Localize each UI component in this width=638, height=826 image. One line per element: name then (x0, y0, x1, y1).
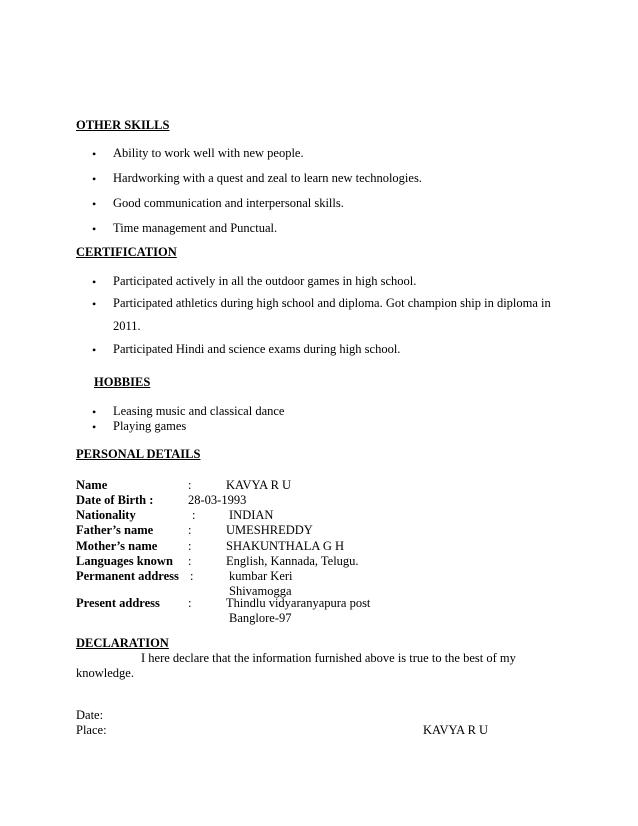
hobby-item: Playing games (113, 419, 187, 433)
present-address-line2: Banglore-97 (229, 611, 292, 625)
present-address-label: Present address (76, 596, 160, 610)
nationality-value: INDIAN (229, 508, 274, 522)
nationality-separator: : (192, 508, 196, 522)
name-separator: : (188, 478, 192, 492)
skill-item: Time management and Punctual. (113, 221, 278, 235)
place-label: Place: (76, 723, 107, 737)
present-address-line1: Thindlu vidyaranyapura post (226, 596, 371, 610)
skill-item: Hardworking with a quest and zeal to learn new technologies. (113, 171, 422, 185)
other-skills-heading: OTHER SKILLS (76, 118, 170, 132)
present-address-separator: : (188, 596, 192, 610)
bullet-icon: • (92, 405, 97, 419)
certification-item: Participated actively in all the outdoor games in high school. (113, 274, 417, 288)
bullet-icon: • (92, 343, 97, 357)
mother-name-label: Mother’s name (76, 539, 158, 553)
mother-name-value: SHAKUNTHALA G H (226, 539, 345, 553)
bullet-icon: • (92, 172, 97, 186)
nationality-label: Nationality (76, 508, 136, 522)
languages-label: Languages known (76, 554, 173, 568)
name-label: Name (76, 478, 108, 492)
personal-details-heading: PERSONAL DETAILS (76, 447, 201, 461)
declaration-line1: I here declare that the information furnished above is true to the best of my (141, 651, 516, 665)
bullet-icon: • (92, 275, 97, 289)
bullet-icon: • (92, 197, 97, 211)
father-name-value: UMESHREDDY (226, 523, 313, 537)
certification-item: Participated athletics during high school and diploma. Got champion ship in diploma in (113, 296, 551, 310)
certification-item: Participated Hindi and science exams during high school. (113, 342, 401, 356)
certification-item-continuation: 2011. (113, 319, 141, 333)
permanent-address-line2: Shivamogga (229, 584, 292, 598)
certification-heading: CERTIFICATION (76, 245, 177, 259)
bullet-icon: • (92, 420, 97, 434)
signature-name: KAVYA R U (423, 723, 489, 737)
bullet-icon: • (92, 222, 97, 236)
skill-item: Ability to work well with new people. (113, 146, 304, 160)
permanent-address-line1: kumbar Keri (229, 569, 293, 583)
skill-item: Good communication and interpersonal skills. (113, 196, 344, 210)
permanent-address-separator: : (190, 569, 194, 583)
name-value: KAVYA R U (226, 478, 292, 492)
bullet-icon: • (92, 297, 97, 311)
mother-name-separator: : (188, 539, 192, 553)
dob-value: 28-03-1993 (188, 493, 247, 507)
permanent-address-label: Permanent address (76, 569, 179, 583)
father-name-label: Father’s name (76, 523, 154, 537)
hobbies-heading: HOBBIES (94, 375, 151, 389)
languages-value: English, Kannada, Telugu. (226, 554, 359, 568)
declaration-heading: DECLARATION (76, 636, 169, 650)
declaration-line2: knowledge. (76, 666, 134, 680)
date-label: Date: (76, 708, 104, 722)
father-name-separator: : (188, 523, 192, 537)
hobby-item: Leasing music and classical dance (113, 404, 285, 418)
dob-label: Date of Birth : (76, 493, 154, 507)
languages-separator: : (188, 554, 192, 568)
bullet-icon: • (92, 147, 97, 161)
